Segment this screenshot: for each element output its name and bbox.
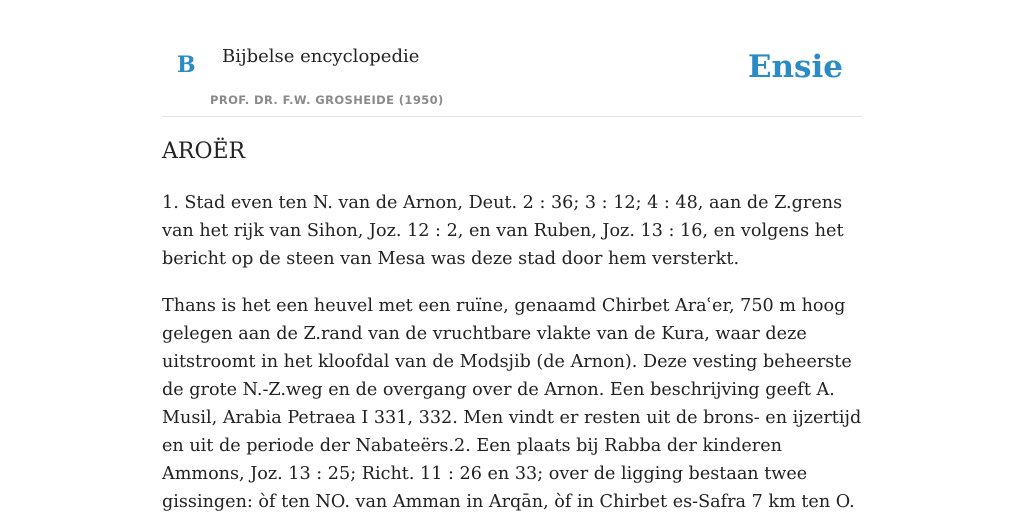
entry-paragraph: Thans is het een heuvel met een ruïne, genaamd Chirbet Araʿer, 750 m hoog gelegen aan de Z.rand van de vruchtbare vlakte van de Kura, waar deze uitstroomt in het kloofdal van de Modsjib (de Arnon). Deze vesting beheerste de grote N.-Z.weg en de overgang over de Arnon. Een beschrijving geeft A. Musil, Arabia Petraea I 331, 332. Men vindt er resten uit de brons- en ijzertijd en uit de periode der Nabateërs.2. Een plaats bij Rabba der kinderen Ammons, Joz. 13 : 25; Richt. 11 : 26 en 33; over de ligging bestaan twee gissingen: òf ten NO. van Amman in Arqān, òf in Chirbet es-Safra 7 km ten O. (162, 295, 862, 512)
entry-content (162, 138, 864, 512)
entry-paragraph: 1. Stad even ten N. van de Arnon, Deut. 2 : 36; 3 : 12; 4 : 48, aan de Z.grens van het rijk van Sihon, Joz. 12 : 2, en van Ruben, Joz. 13 : 16, en volgens het bericht op de steen van Mesa was deze stad door hem versterkt. (162, 192, 844, 269)
entry-title: AROËR (162, 139, 246, 164)
header (162, 0, 862, 117)
book-title[interactable]: Bijbelse encyclopedie (222, 46, 420, 67)
book-author: PROF. DR. F.W. GROSHEIDE (1950) (210, 93, 444, 107)
book-logo-link[interactable]: B (177, 52, 196, 78)
brand-logo-link[interactable]: Ensie (747, 49, 843, 85)
